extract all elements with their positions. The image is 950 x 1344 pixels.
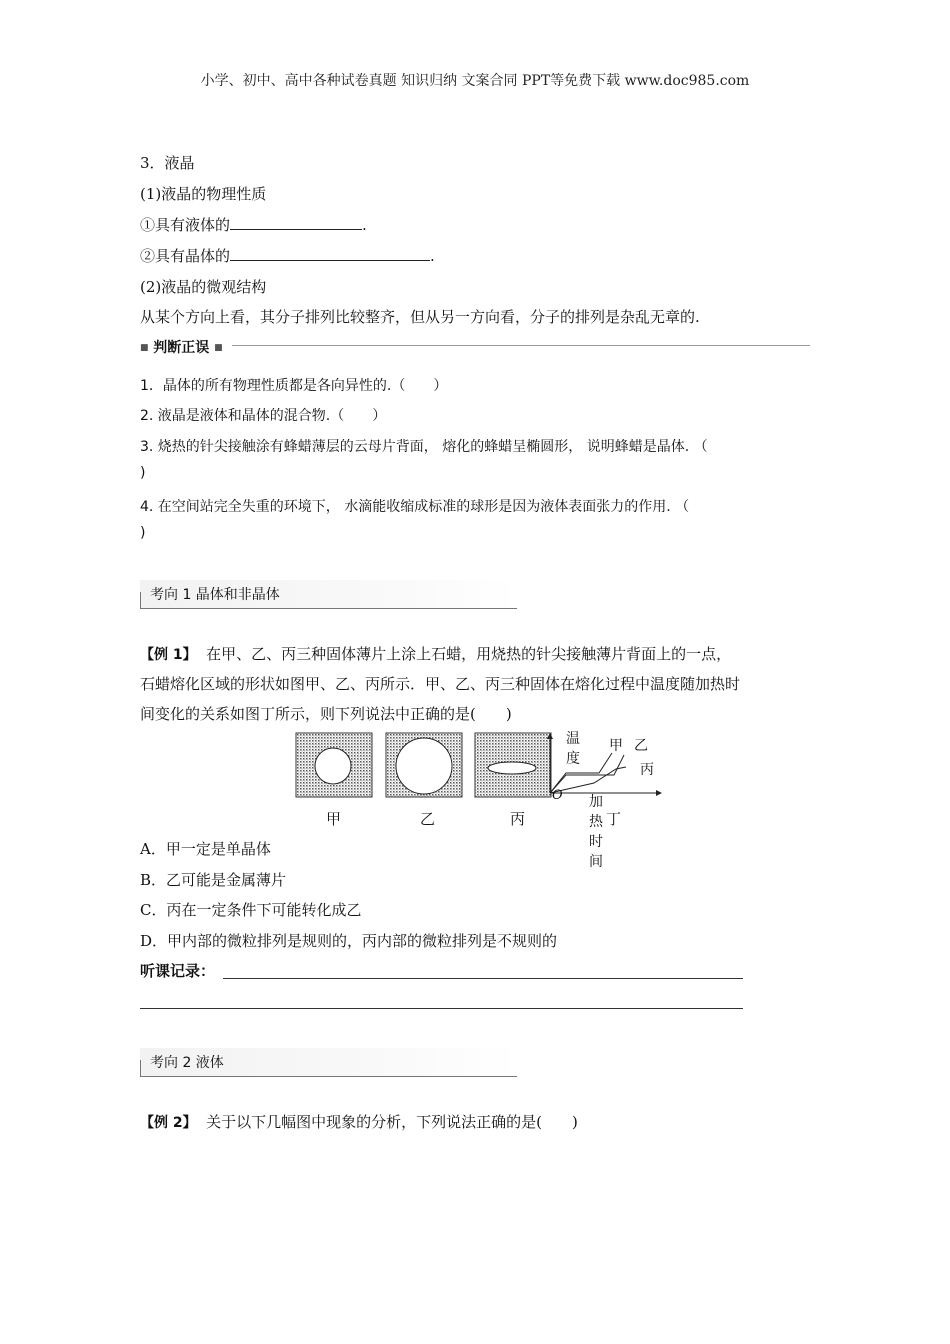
judge-item-1: 1．晶体的所有物理性质都是各向异性的.（ ） xyxy=(140,378,448,394)
example-1-label: 【例 1】 xyxy=(140,647,197,663)
caption-jia: 甲 xyxy=(326,810,342,828)
notes-line-1[interactable] xyxy=(223,978,743,979)
notes-line-2[interactable] xyxy=(140,1008,743,1009)
x-axis-label: 加热时间 xyxy=(589,794,603,870)
topic-1-box xyxy=(140,580,517,608)
box-left-border xyxy=(140,1060,141,1076)
fill-item-1 xyxy=(140,214,367,235)
fill-item-1-prefix: ①具有液体的 xyxy=(140,216,231,234)
judge-item-3-close: ) xyxy=(140,465,146,481)
melt-ellipse xyxy=(488,762,536,774)
answer-blank-2[interactable] xyxy=(230,246,430,261)
judge-item-4: 4. 在空间站完全失重的环境下， 水滴能收缩成标准的球形是因为液体表面张力的作用. （ xyxy=(140,499,690,515)
judge-heading xyxy=(140,337,223,357)
caption-ding: 丁 xyxy=(606,810,622,828)
box-left-border xyxy=(140,592,141,608)
example-1-text-1: 在甲、乙、丙三种固体薄片上涂上石蜡，用烧热的针尖接触薄片背面上的一点， xyxy=(206,645,732,663)
option-d: D．甲内部的微粒排列是规则的，丙内部的微粒排列是不规则的 xyxy=(140,932,558,950)
melt-circle-small xyxy=(315,748,351,784)
box-bottom-border xyxy=(140,1076,517,1077)
example-2-label: 【例 2】 xyxy=(140,1115,197,1131)
example-1-line-1 xyxy=(140,643,731,664)
structure-description: 从某个方向上看，其分子排列比较整齐，但从另一方向看，分子的排列是杂乱无章的. xyxy=(140,308,700,326)
x-axis-arrow-icon xyxy=(656,790,662,796)
example-2-line xyxy=(140,1111,578,1132)
curve-label-yi: 乙 xyxy=(634,738,648,754)
example-1-line-2: 石蜡熔化区域的形状如图甲、乙、丙所示．甲、乙、丙三种固体在熔化过程中温度随加热时 xyxy=(140,675,741,693)
notes-row xyxy=(140,960,215,981)
option-b: B．乙可能是金属薄片 xyxy=(140,871,287,889)
answer-blank-1[interactable] xyxy=(230,215,362,230)
square-bullet-icon: ■ xyxy=(214,343,223,353)
box-bottom-border xyxy=(140,608,517,609)
topic-2-box xyxy=(140,1048,517,1076)
page-header: 小学、初中、高中各种试卷真题 知识归纳 文案合同 PPT等免费下载 www.doc985.com xyxy=(200,73,750,89)
curve-label-bing: 丙 xyxy=(640,762,654,778)
judge-title: 判断正误 xyxy=(153,340,210,356)
judge-item-3: 3. 烧热的针尖接触涂有蜂蜡薄层的云母片背面， 熔化的蜂蜡呈椭圆形， 说明蜂蜡是晶体. （ xyxy=(140,439,708,455)
y-axis-label: 温度 xyxy=(566,731,580,767)
option-c: C．丙在一定条件下可能转化成乙 xyxy=(140,901,362,919)
fill-item-2-suffix: . xyxy=(430,247,435,265)
judge-item-2: 2. 液晶是液体和晶体的混合物.（ ） xyxy=(140,408,387,424)
subsection-2: (2)液晶的微观结构 xyxy=(140,278,267,296)
curve-jia xyxy=(550,753,612,793)
judge-item-4-close: ) xyxy=(140,525,146,541)
section-title: 3．液晶 xyxy=(140,154,195,172)
melt-circle-large xyxy=(396,738,452,794)
topic-1-label: 考向 1 晶体和非晶体 xyxy=(150,587,280,603)
example-1-line-3: 间变化的关系如图丁所示，则下列说法中正确的是( ) xyxy=(140,705,512,723)
subsection-1: (1)液晶的物理性质 xyxy=(140,185,267,203)
fill-item-2 xyxy=(140,245,435,266)
option-a: A．甲一定是单晶体 xyxy=(140,840,271,858)
fill-item-2-prefix: ②具有晶体的 xyxy=(140,247,231,265)
topic-2-label: 考向 2 液体 xyxy=(150,1055,224,1071)
origin-label: O xyxy=(552,788,563,803)
caption-yi: 乙 xyxy=(420,810,436,828)
notes-label: 听课记录： xyxy=(140,962,216,980)
fill-item-1-suffix: . xyxy=(362,216,367,234)
example-2-text: 关于以下几幅图中现象的分析，下列说法正确的是( ) xyxy=(206,1113,578,1131)
curve-label-jia: 甲 xyxy=(609,738,623,754)
caption-bing: 丙 xyxy=(510,810,526,828)
square-bullet-icon: ■ xyxy=(140,343,149,353)
heading-rule xyxy=(232,345,810,346)
